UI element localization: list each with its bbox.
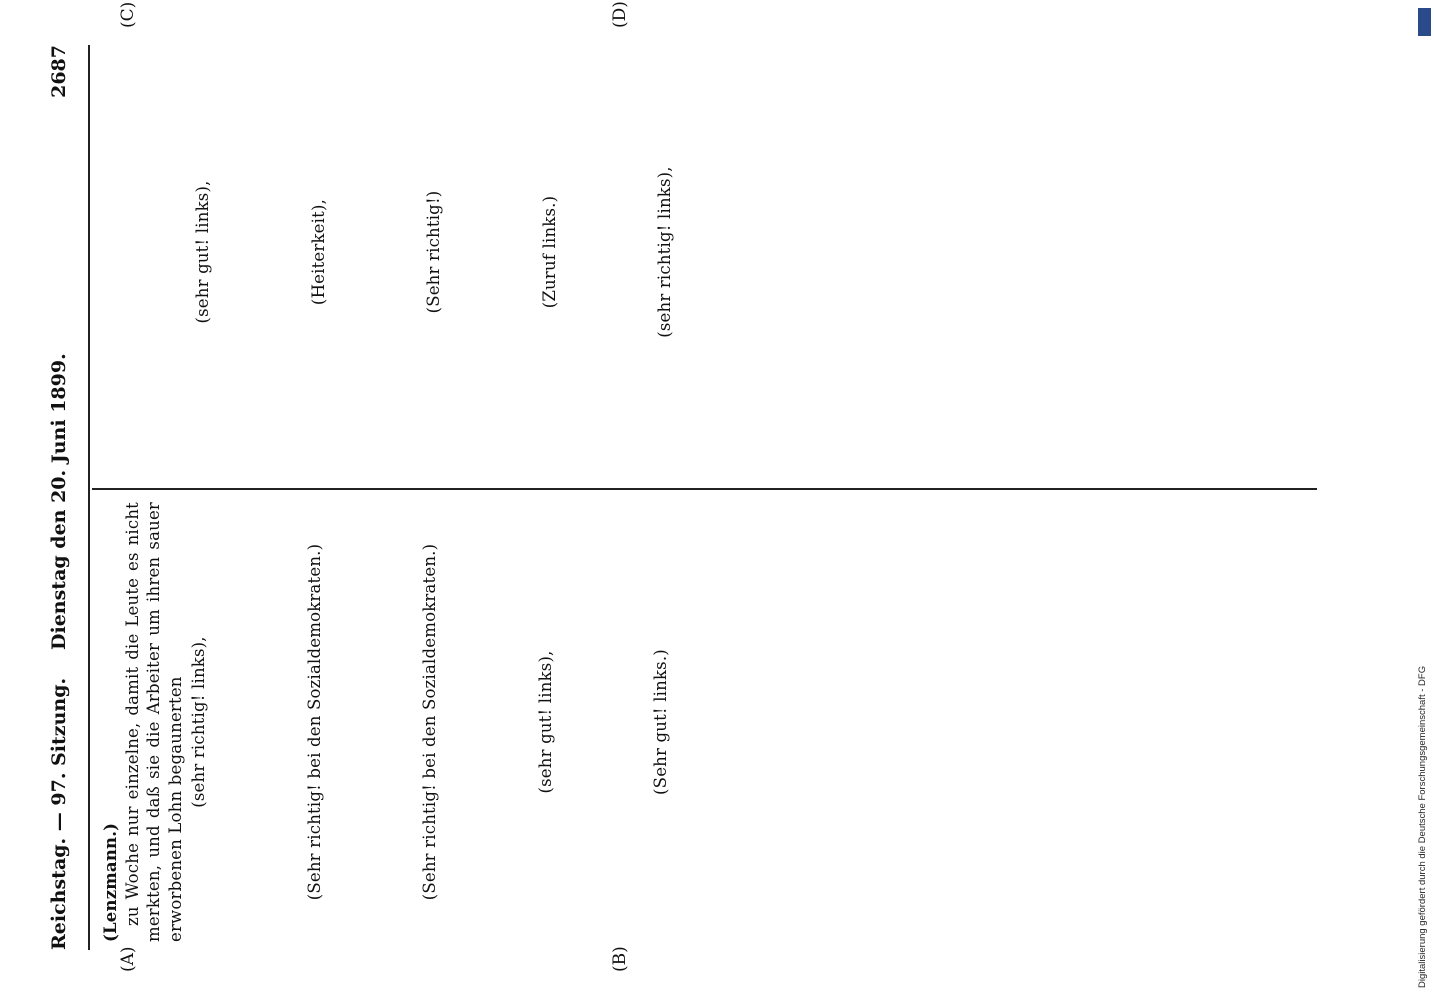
- margin-marker-c: (C): [118, 1, 138, 28]
- interjection: (Sehr richtig! bei den Sozialdemokraten.): [420, 543, 439, 901]
- header-date: Dienstag den 20. Juni 1899.: [48, 353, 70, 650]
- header-session: Reichstag. — 97. Sitzung.: [48, 677, 70, 950]
- credit-text: Digitalisierung gefördert durch die Deutsche Forschungsgemeinschaft - DFG: [1417, 665, 1428, 988]
- interjection: (sehr richtig! links),: [189, 636, 208, 808]
- interjection: (Heiterkeit),: [308, 198, 328, 306]
- margin-marker-b: (B): [610, 946, 630, 972]
- margin-marker-a: (A): [118, 946, 138, 972]
- interjection: (Sehr richtig!): [424, 190, 443, 314]
- interjection: (Sehr richtig! bei den Sozialdemokraten.): [304, 543, 324, 901]
- page-header: [38, 45, 78, 950]
- interjection: (Zuruf links.): [539, 195, 559, 309]
- header-rule: [88, 45, 90, 950]
- margin-marker-d: (D): [610, 1, 630, 28]
- right-column: [100, 32, 1315, 472]
- interjection: (sehr gut! links),: [535, 650, 555, 794]
- paragraph: zu Woche nur einzelne, damit die Leute es nicht merkten, und daß sie die Arbeiter um ihren sauer erworbenen Lohn begaunerten: [122, 502, 185, 942]
- speaker-name: (Lenzmann.): [101, 822, 120, 942]
- page-number: 2687: [48, 45, 70, 98]
- interjection: (sehr gut! links),: [193, 180, 212, 324]
- left-column: [100, 502, 1315, 942]
- digitization-credit: [1415, 8, 1431, 988]
- interjection: (sehr richtig! links),: [655, 166, 674, 338]
- interjection: (Sehr gut! links.): [651, 649, 670, 795]
- column-divider: [92, 489, 1317, 491]
